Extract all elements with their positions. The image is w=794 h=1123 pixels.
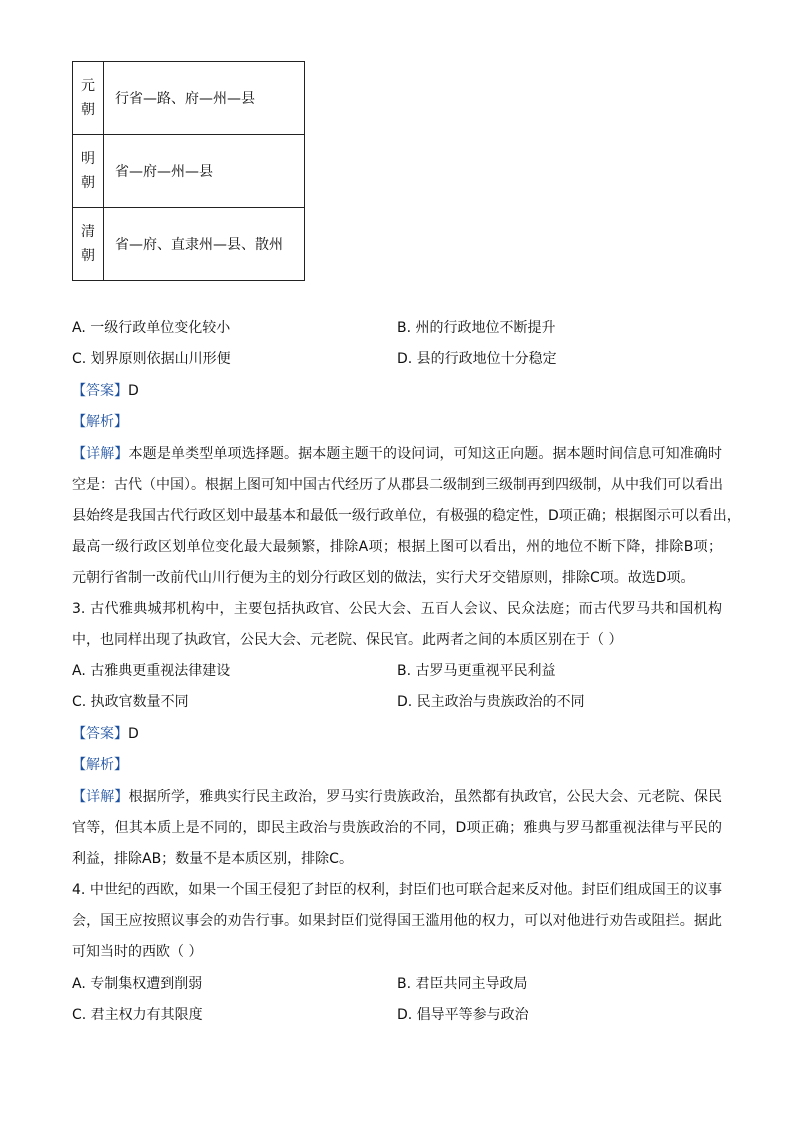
answer-label: 【答案】 bbox=[72, 383, 128, 399]
q2-detail-line: 【详解】本题是单类型单项选择题。据本题主题干的设问词，可知这正向题。据本题时间信息可知准确时 bbox=[72, 446, 723, 462]
q4-option-b[interactable]: B. 君臣共同主导政局 bbox=[397, 976, 528, 992]
q4-stem-line: 会，国王应按照议事会的劝告行事。如果封臣们觉得国王滥用他的权力，可以对他进行劝告或阻拦。据此 bbox=[72, 913, 722, 929]
q4-option-a[interactable]: A. 专制集权遭到削弱 bbox=[72, 976, 203, 992]
answer-value: D bbox=[128, 383, 139, 399]
dynasty-char: 朝 bbox=[81, 248, 95, 264]
table-row bbox=[73, 208, 305, 281]
detail-label: 【详解】 bbox=[72, 446, 129, 462]
dynasty-char: 明 bbox=[81, 151, 95, 167]
q2-analysis-label: 【解析】 bbox=[72, 414, 128, 430]
system-cell: 省—府、直隶州—县、散州 bbox=[104, 208, 305, 281]
system-cell: 行省—路、府—州—县 bbox=[104, 62, 305, 135]
q3-detail-line: 【详解】根据所学，雅典实行民主政治，罗马实行贵族政治，虽然都有执政官，公民大会、元老院、保民 bbox=[72, 789, 723, 805]
table-row bbox=[73, 135, 305, 208]
q4-stem-line: 4. 中世纪的西欧，如果一个国王侵犯了封臣的权利，封臣们也可联合起来反对他。封臣们组成国王的议事 bbox=[72, 882, 722, 898]
q2-option-a[interactable]: A. 一级行政单位变化较小 bbox=[72, 320, 231, 336]
dynasty-cell bbox=[73, 62, 104, 135]
dynasty-char: 清 bbox=[81, 224, 95, 240]
q4-option-c[interactable]: C. 君主权力有其限度 bbox=[72, 1007, 203, 1023]
q4-option-d[interactable]: D. 倡导平等参与政治 bbox=[397, 1007, 529, 1023]
q2-option-c[interactable]: C. 划界原则依据山川形便 bbox=[72, 351, 231, 367]
q3-detail-line: 利益，排除AB；数量不是本质区别，排除C。 bbox=[72, 851, 353, 867]
system-cell: 省—府—州—县 bbox=[104, 135, 305, 208]
q3-option-c[interactable]: C. 执政官数量不同 bbox=[72, 694, 189, 710]
q2-option-d[interactable]: D. 县的行政地位十分稳定 bbox=[397, 351, 557, 367]
q3-option-b[interactable]: B. 古罗马更重视平民利益 bbox=[397, 663, 556, 679]
q2-detail-line: 空是：古代（中国）。根据上图可知中国古代经历了从郡县二级制到三级制再到四级制，从中我们可以看出 bbox=[72, 477, 723, 493]
q3-stem-line: 中，也同样出现了执政官，公民大会、元老院、保民官。此两者之间的本质区别在于（ ） bbox=[72, 632, 623, 648]
q3-option-a[interactable]: A. 古雅典更重视法律建设 bbox=[72, 663, 231, 679]
q2-detail-line: 元朝行省制一改前代山川行便为主的划分行政区划的做法，实行犬牙交错原则，排除C项。故选D项。 bbox=[72, 570, 695, 586]
q3-answer bbox=[72, 724, 139, 744]
answer-value: D bbox=[128, 726, 139, 742]
q3-detail-line: 官等，但其本质上是不同的，即民主政治与贵族政治的不同，D项正确；雅典与罗马都重视法律与平民的 bbox=[72, 820, 722, 836]
q4-stem-line: 可知当时的西欧（ ） bbox=[72, 944, 203, 960]
admin-division-table bbox=[72, 61, 305, 281]
dynasty-char: 朝 bbox=[81, 102, 95, 118]
detail-label: 【详解】 bbox=[72, 789, 129, 805]
q3-option-d[interactable]: D. 民主政治与贵族政治的不同 bbox=[397, 694, 585, 710]
dynasty-char: 元 bbox=[81, 78, 95, 94]
dynasty-char: 朝 bbox=[81, 175, 95, 191]
dynasty-cell bbox=[73, 135, 104, 208]
q2-detail-line: 县始终是我国古代行政区划中最基本和最低一级行政单位，有极强的稳定性，D项正确；根据图示可以看出， bbox=[72, 508, 741, 524]
q3-stem-line: 3. 古代雅典城邦机构中，主要包括执政官、公民大会、五百人会议、民众法庭；而古代罗马共和国机构 bbox=[72, 601, 722, 617]
q2-option-b[interactable]: B. 州的行政地位不断提升 bbox=[397, 320, 556, 336]
answer-label: 【答案】 bbox=[72, 726, 128, 742]
q2-detail-line: 最高一级行政区划单位变化最大最频繁，排除A项；根据上图可以看出，州的地位不断下降，排除B项； bbox=[72, 539, 722, 555]
dynasty-cell bbox=[73, 208, 104, 281]
q3-analysis-label: 【解析】 bbox=[72, 757, 128, 773]
q2-answer bbox=[72, 381, 139, 401]
table-row bbox=[73, 62, 305, 135]
